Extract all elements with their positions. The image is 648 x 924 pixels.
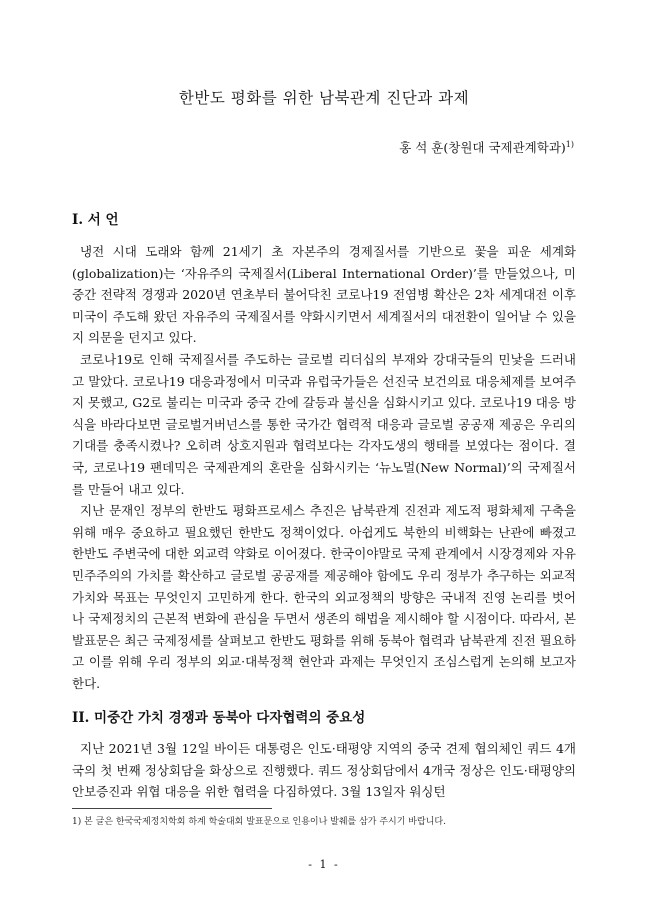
paragraph: 지난 문재인 정부의 한반도 평화프로세스 추진은 남북관계 진전과 제도적 평화체제 구축을 위해 매우 중요하고 필요했던 한반도 정책이었다. 아쉽게도 북한의 비핵화는 난관에 빠졌고 한반도 주변국에 대한 외교력 약화로 이어졌다. 한국이야말로 국제 관계에서 시장경제와 자유민주주의의 가치를 확산하고 글로벌 공공재를 제공해야 함에도 우리 정부가 추구하는 외교적 가치와 목표는 무엇인지 고민하게 한다. 한국의 외교정책의 방향은 국내적 진영 논리를 벗어나 국제정치의 근본적 변화에 관심을 두면서 생존의 해법을 제시해야 할 시점이다. 따라서, 본 발표문은 최근 국제정세를 살펴보고 한반도 평화를 위해 동북아 협력과 남북관계 진전 필요하고 이를 위해 우리 정부의 외교·대북정책 현안과 과제는 무엇인지 조심스럽게 논의해 보고자 한다.	[72, 503, 576, 691]
section-heading-2: II. 미중간 가치 경쟁과 동북아 다자협력의 중요성	[72, 710, 366, 726]
paragraph: 냉전 시대 도래와 함께 21세기 초 자본주의 경제질서를 기반으로 꽃을 피운 세계화(globalization)는 ‘자유주의 국제질서(Liberal International Order)’를 만들었으나, 미중간 전략적 경쟁과 2020년 연초부터 불어닥친 코로나19 전염병 확산은 2차 세계대전 이후 미국이 주도해 왔던 자유주의 국제질서를 약화시키면서 세계질서의 대전환이 일어날 수 있을지 의문을 던지고 있다.	[72, 244, 576, 346]
paragraph: 지난 2021년 3월 12일 바이든 대통령은 인도·태평양 지역의 중국 견제 협의체인 쿼드 4개국의 첫 번째 정상회담을 화상으로 진행했다. 쿼드 정상회담에서 4개국 정상은 인도·태평양의 안보증진과 위협 대응을 위한 협력을 다짐하였다. 3월 13일자 워싱턴	[72, 741, 576, 800]
author-line	[399, 138, 574, 156]
section-1-body	[72, 241, 576, 694]
author-footnote-mark: 1)	[565, 139, 574, 149]
footnote: 1) 본 글은 한국국제정치학회 하계 학술대회 발표문으로 인용이나 발췌를 삼가 주시기 바랍니다.	[72, 817, 446, 827]
author-name: 홍 석 훈(창원대 국제관계학과)	[399, 140, 566, 155]
paragraph: 코로나19로 인해 국제질서를 주도하는 글로벌 리더십의 부재와 강대국들의 민낯을 드러내고 말았다. 코로나19 대응과정에서 미국과 유럽국가들은 선진국 보건의료 대응체제를 보여주지 못했고, G2로 불리는 미국과 중국 간에 갈등과 불신을 심화시키고 있다. 코로나19 대응 방식을 바라다보면 글로벌거버넌스를 통한 국가간 협력적 대응과 글로벌 공공재 제공은 우리의 기대를 충족시켰나? 오히려 상호지원과 협력보다는 각자도생의 행태를 보였다는 점이다. 결국, 코로나19 팬데믹은 국제관계의 혼란을 심화시키는 ‘뉴노멀(New Normal)’의 국제질서를 만들어 내고 있다.	[72, 351, 576, 497]
page-number: - 1 -	[308, 858, 340, 871]
footnote-divider	[72, 808, 272, 809]
document-title: 한반도 평화를 위한 남북관계 진단과 과제	[178, 89, 470, 107]
section-heading-1: I. 서 언	[72, 212, 119, 228]
section-2-body	[72, 738, 576, 803]
